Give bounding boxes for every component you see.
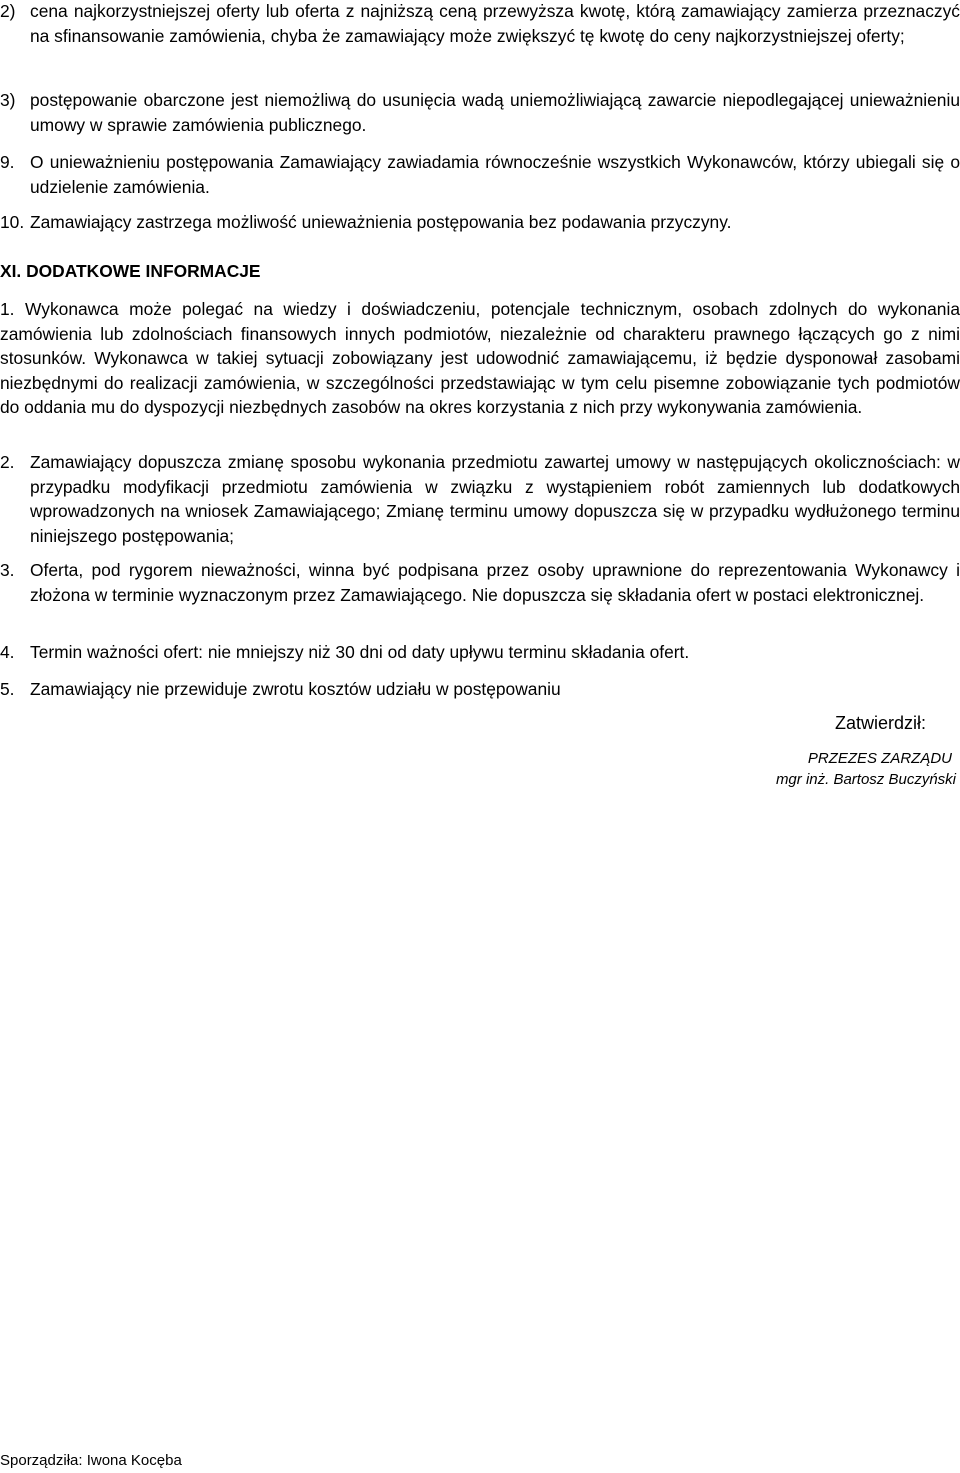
list-item-number: 3) [0, 90, 16, 110]
prepared-by-footer: Sporządziła: Iwona Kocęba [0, 1452, 182, 1469]
info-paragraph-text: Zamawiający nie przewiduje zwrotu kosztów udziału w postępowaniu [30, 679, 561, 699]
info-paragraph-1 [0, 297, 960, 420]
list-item-9 [0, 150, 960, 199]
signatory-name: mgr inż. Bartosz Buczyński [775, 771, 956, 788]
list-item-10 [0, 210, 960, 235]
info-paragraph-4 [0, 640, 960, 665]
info-paragraph-3 [0, 558, 960, 607]
info-paragraph-text: 1. Wykonawca może polegać na wiedzy i doświadczeniu, potencjale technicznym, osobach zdolnych do wykonania zamówienia lub zdolnościach finansowych innych podmiotów, niezależnie od charakteru prawnego łączących go z nimi stosunków. Wykonawca w takiej sytuacji zobowiązany jest udowodnić zamawiającemu, iż będzie dysponował zasobami niezbędnymi do realizacji zamówienia, w szczególności przedstawiając w tym celu pisemne zobowiązanie tych podmiotów do oddania mu do dyspozycji niezbędnych zasobów na okres korzystania z nich przy wykonywania zamówienia. [0, 299, 960, 417]
info-paragraph-number: 5. [0, 679, 15, 699]
info-paragraph-number: 4. [0, 642, 15, 662]
list-item-number: 2) [0, 1, 16, 21]
info-paragraph-number: 2. [0, 452, 15, 472]
info-paragraph-text: Oferta, pod rygorem nieważności, winna być podpisana przez osoby uprawnione do reprezentowania Wykonawcy i złożona w terminie wyznaczonym przez Zamawiającego. Nie dopuszcza się składania ofert w postaci elektronicznej. [30, 560, 960, 605]
info-paragraph-text: Zamawiający dopuszcza zmianę sposobu wykonania przedmiotu zawartej umowy w następujących okolicznościach: w przypadku modyfikacji przedmiotu zamówienia w związku z wystąpieniem robót zamiennych lub dodatkowych wprowadzonych na wniosek Zamawiającego; Zmianę terminu umowy dopuszcza się w przypadku wydłużonego terminu niniejszego postępowania; [30, 452, 960, 546]
approved-label: Zatwierdził: [834, 713, 926, 733]
info-paragraph-number: 3. [0, 560, 15, 580]
list-item-text: Zamawiający zastrzega możliwość unieważnienia postępowania bez podawania przyczyny. [30, 212, 732, 232]
section-heading: XI. DODATKOWE INFORMACJE [0, 261, 261, 281]
list-item-number: 9. [0, 152, 15, 172]
list-item-text: postępowanie obarczone jest niemożliwą do usunięcia wadą uniemożliwiającą zawarcie niepodlegającej unieważnieniu umowy w sprawie zamówienia publicznego. [30, 90, 960, 135]
list-item-text: cena najkorzystniejszej oferty lub oferta z najniższą ceną przewyższa kwotę, którą zamawiający zamierza przeznaczyć na sfinansowanie zamówienia, chyba że zamawiający może zwiększyć tę kwotę do ceny najkorzystniejszej oferty; [30, 1, 960, 46]
list-item-number: 10. [0, 212, 25, 232]
signatory-role: PRZEZES ZARZĄDU [807, 750, 952, 767]
info-paragraph-2 [0, 450, 960, 548]
list-item-2 [0, 0, 960, 48]
list-item-3 [0, 88, 960, 137]
info-paragraph-text: Termin ważności ofert: nie mniejszy niż 30 dni od daty upływu terminu składania ofert. [30, 642, 690, 662]
list-item-text: O unieważnieniu postępowania Zamawiający zawiadamia równocześnie wszystkich Wykonawców, którzy ubiegali się o udzielenie zamówienia. [30, 152, 960, 197]
info-paragraph-5 [0, 677, 960, 702]
